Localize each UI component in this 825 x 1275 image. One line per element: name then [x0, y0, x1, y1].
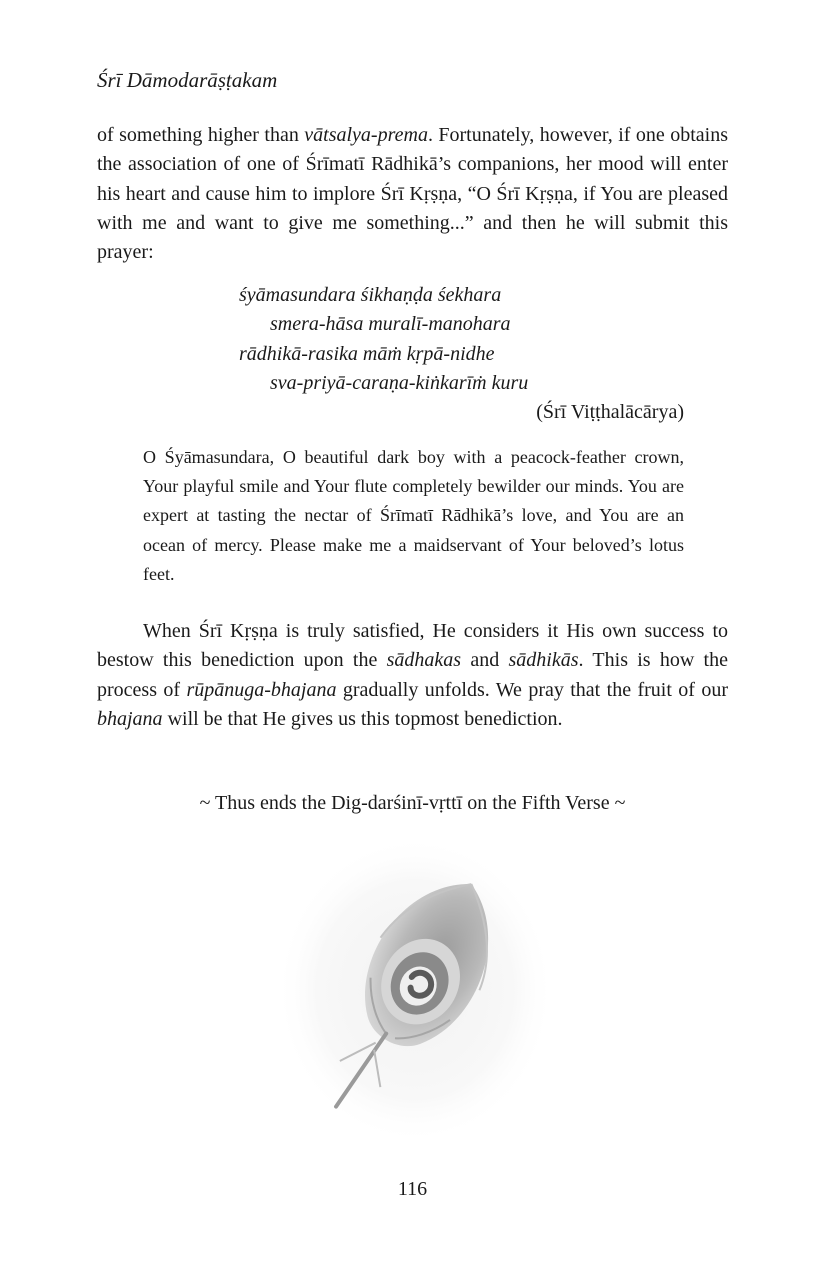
italic-term: bhajana: [97, 707, 163, 730]
verse-line-3: rādhikā-rasika māṁ kṛpā-nidhe: [239, 342, 495, 365]
italic-term: rūpānuga-bhajana: [186, 678, 337, 701]
page-number: 116: [397, 1178, 428, 1200]
paragraph-text: of something higher than: [97, 124, 305, 146]
italic-term: sādhikās: [508, 649, 579, 672]
paragraph-text: will be that He gives us this topmost benediction.: [162, 707, 563, 730]
paragraph-text: gradually unfolds. We pray that the fruit of our: [336, 678, 728, 701]
verse-line-1: śyāmasundara śikhaṇḍa śekhara: [239, 284, 502, 306]
italic-term: vātsalya-prema: [304, 124, 428, 146]
paragraph-text: When Śrī Kṛṣṇa is truly satisfied, He considers it His own success to bestow this benediction upon the: [97, 620, 728, 672]
paragraph-conclusion: [97, 617, 728, 734]
paragraph-text: . This is how the process of: [97, 649, 728, 701]
italic-term: sādhakas: [386, 649, 462, 672]
paragraph-text: . Fortunately, however, if one obtains the association of one of Śrīmatī Rādhikā’s companions, her mood will enter his heart and cause him to implore Śrī Kṛṣṇa, “O Śrī Kṛṣṇa, if You are pleased with me and want to give me something...” and then he will submit this prayer:: [97, 124, 728, 264]
verse-block: [97, 281, 728, 427]
peacock-feather-icon: [270, 830, 560, 1150]
verse-attribution: (Śrī Viṭṭhalācārya): [536, 401, 684, 424]
verse-line-4: sva-priyā-caraṇa-kiṅkarīṁ kuru: [270, 371, 529, 394]
paragraph-intro: [97, 121, 728, 267]
section-ending-line: ~ Thus ends the Dig-darśinī-vṛttī on the Fifth Verse ~: [199, 792, 626, 814]
paragraph-text: and: [461, 649, 509, 672]
running-head: Śrī Dāmodarāṣṭakam: [97, 68, 278, 92]
verse-translation: O Śyāmasundara, O beautiful dark boy with a peacock-feather crown, Your playful smile and Your flute completely bewilder our minds. You are expert at tasting the nectar of Śrīmatī Rādhikā’s love, and You are an ocean of mercy. Please make me a maidservant of Your beloved’s lotus feet.: [143, 447, 684, 584]
verse-line-2: smera-hāsa muralī-manohara: [270, 313, 511, 336]
